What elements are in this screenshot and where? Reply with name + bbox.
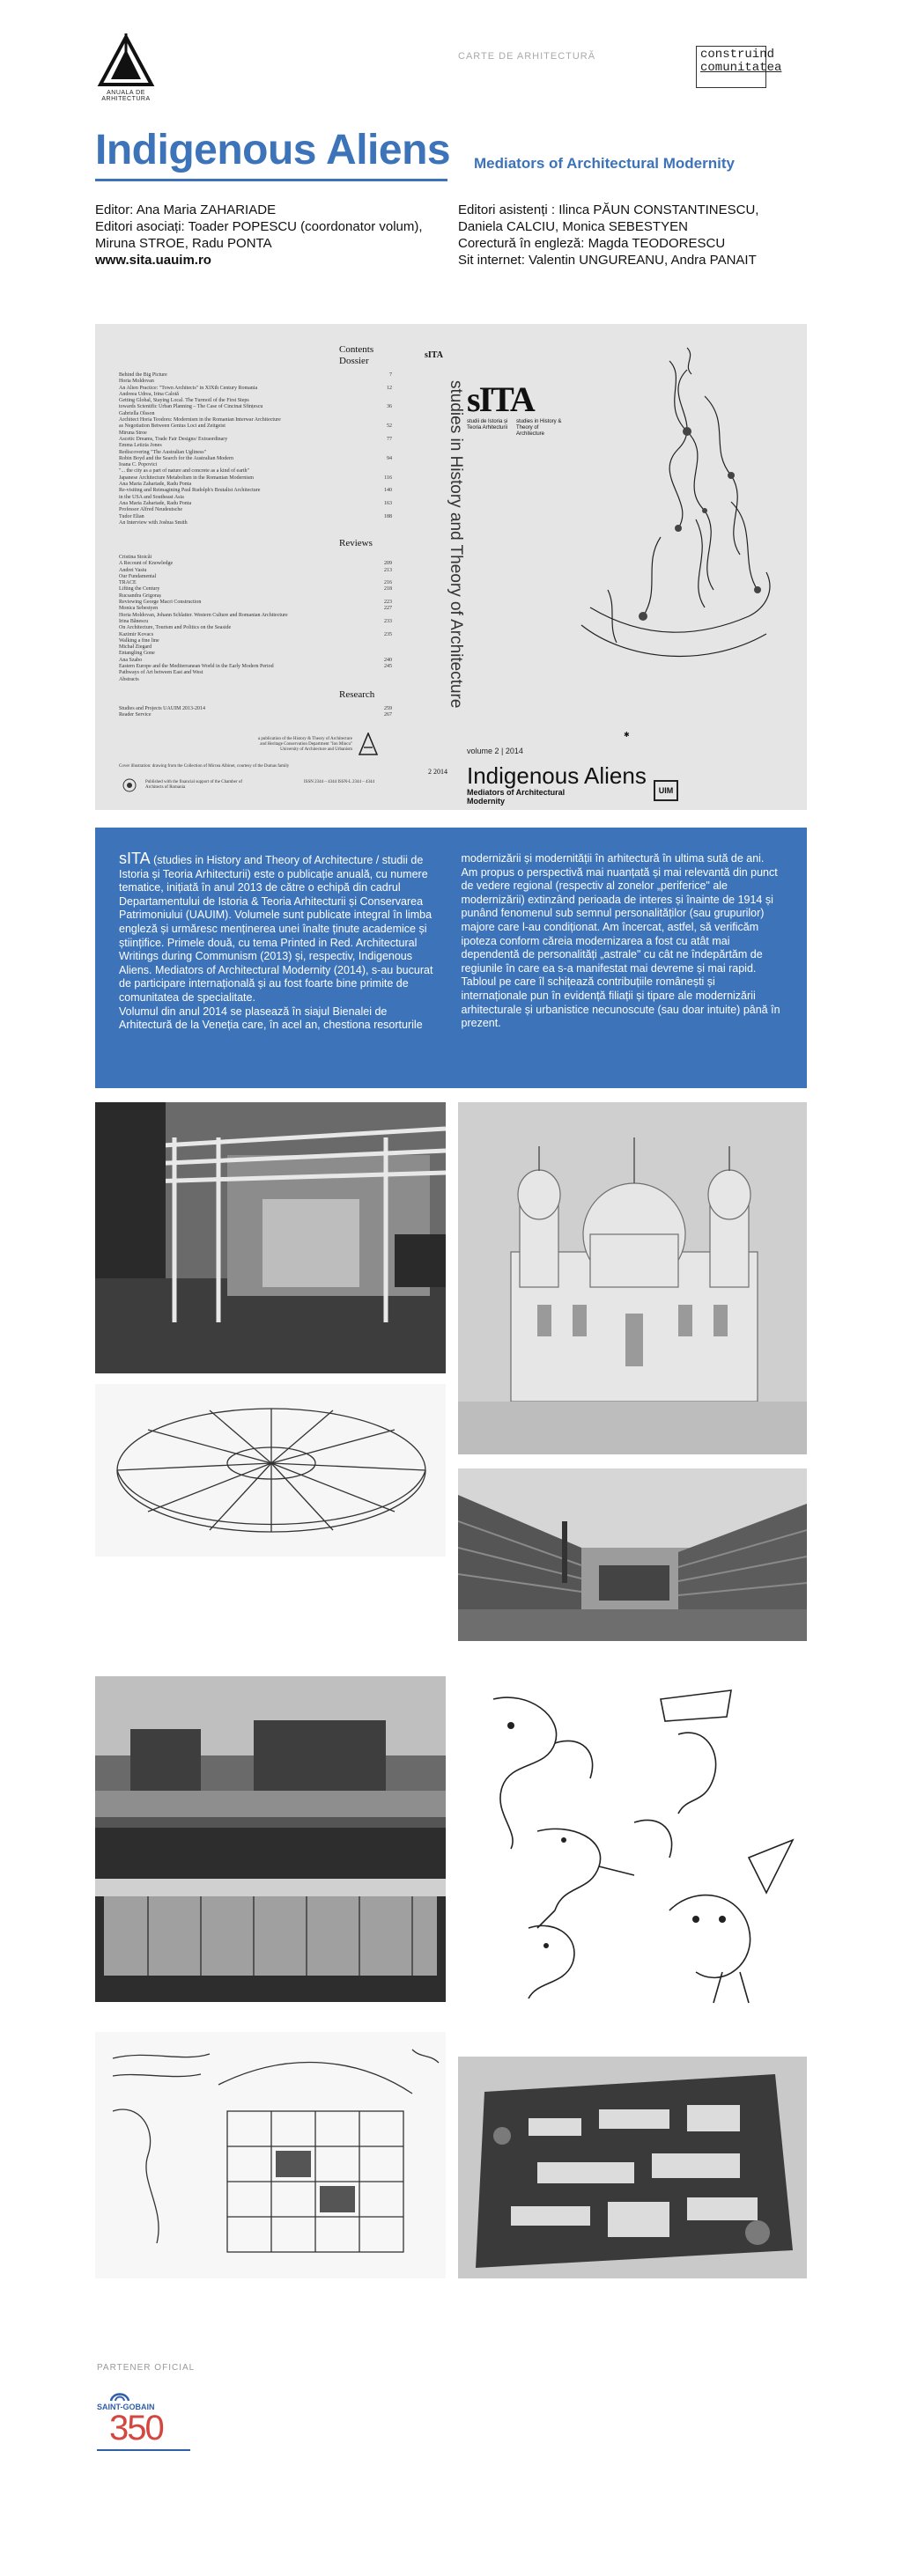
- title-underline: [95, 179, 447, 181]
- community-logo-line1: construind: [700, 48, 775, 62]
- toc-entry: [119, 507, 392, 513]
- toc-entry: [119, 450, 392, 456]
- toc-entry-title: Ioana C. Popovici: [119, 462, 158, 468]
- toc-entry: [119, 404, 392, 410]
- publisher-note: a publication of the History & Theory of Architecture and Heritage Conservation Department "Ion Mincu" University of Architecture and Urbanism: [257, 737, 352, 752]
- toc-entry: [119, 520, 392, 526]
- toc-entry-title: as Negotiation Between Genius Loci and Zeitgeist: [119, 423, 226, 430]
- research-list: [119, 706, 392, 719]
- university-badge: UIM: [654, 780, 678, 801]
- toc-entry: [119, 706, 392, 712]
- toc-entry: [119, 638, 392, 644]
- funding-note: Published with the financial support of the Chamber of Architects of Romania: [145, 780, 242, 790]
- toc-entry-page: 233: [384, 618, 392, 624]
- toc-entry: [119, 514, 392, 520]
- toc-entry-title: Andrei Vasiu: [119, 567, 147, 573]
- photo-industrial-buildings: [458, 1468, 807, 1641]
- toc-entry-title: Pathways of Art between East and West: [119, 670, 203, 676]
- website-link[interactable]: www.sita.uauim.ro: [95, 253, 211, 268]
- toc-entry-title: Andreea Udrea, Irina Calotă: [119, 391, 179, 397]
- front-cover: [467, 343, 802, 806]
- toc-entry-title: An Alien Practice: "Town Architects" in XIXth Century Romania: [119, 385, 258, 391]
- toc-entry: [119, 712, 392, 718]
- toc-entry-title: Re-visiting and Reimagining Paul Rudolph's Brutalist Architecture: [119, 488, 261, 494]
- toc-entry-page: 245: [384, 664, 392, 670]
- reviews-heading: Reviews: [339, 538, 373, 548]
- photo-urban-plan-model: [458, 2057, 807, 2278]
- book-spine: [423, 345, 465, 803]
- toc-entry-title: Abstracts: [119, 676, 139, 682]
- toc-entry: [119, 670, 392, 676]
- toc-entry-title: Reader Service: [119, 712, 152, 718]
- toc-entry-title: Irina Bănescu: [119, 618, 149, 624]
- spine-logo: sITA: [425, 350, 443, 360]
- photo-architectural-sketch: [95, 2032, 446, 2278]
- toc-entry-title: Getting Global, Staying Local. The Turmoil of the First Steps: [119, 398, 249, 404]
- toc-entry-title: Reviewing George Macri Construction: [119, 600, 202, 606]
- toc-entry-page: 209: [384, 561, 392, 567]
- toc-entry-page: 223: [384, 600, 392, 606]
- toc-entry: [119, 632, 392, 638]
- toc-entry: [119, 586, 392, 592]
- toc-entry-page: 163: [384, 500, 392, 506]
- sita-logo-caption-ro: studii de Istoria și Teoria Arhitecturii: [467, 419, 508, 431]
- toc-entry: [119, 411, 392, 417]
- architect-chamber-icon: [359, 732, 378, 755]
- toc-entry-title: Cristina Stoicăi: [119, 555, 152, 560]
- toc-entry-title: Japanese Architecture Metabolism in the Romanian Modernism: [119, 475, 254, 481]
- cover-illustration-note: Cover illustration: drawing from the Collection of Mircea Albinet, courtesy of the Dumas family: [119, 764, 290, 769]
- toc-entry-page: 218: [384, 586, 392, 592]
- toc-entry: [119, 625, 392, 631]
- back-cover-contents: [119, 343, 418, 801]
- description-text-2: modernizării și modernității în arhitectură în ultima sută de ani.: [461, 852, 765, 865]
- sita-logo-mark: sITA: [467, 379, 534, 419]
- toc-entry: [119, 613, 392, 619]
- toc-entry: [119, 443, 392, 449]
- toc-entry-page: 140: [384, 488, 392, 494]
- star-icon: ✱: [624, 731, 630, 739]
- toc-entry: [119, 495, 392, 501]
- sita-logo-caption-en: studies in History & Theory of Architecture: [516, 419, 562, 437]
- toc-entry-title: Lifting the Century: [119, 586, 160, 592]
- toc-entry: [119, 379, 392, 385]
- issue-line: volume 2 | 2014: [467, 747, 523, 755]
- toc-entry-title: towards Scientific Urban Planning – The Case of Cincinat Sfințescu: [119, 404, 263, 410]
- toc-entry: [119, 644, 392, 651]
- toc-entry-page: 188: [384, 513, 392, 519]
- description-text-2b: Am propus o perspectivă mai nuanțată și mai relevantă din punct de vedere regional (respectiv al zonelor „periferice" ale modernizării) extinzând perioada de interes și înainte de 1914 și punând fenomenul sub semnul personalităților (sau grupurilor) majore care l-au condiționat. Am încercat, astfel, să verificăm ipoteza conform căreia modernizarea a fost cu atât mai dependentă de personalități „astrale" cu cât ne îndepărtăm de regiunile în care ea s-a manifestat mai devreme și mai rapid. Tabloul pe care îl schițează contribuțiile românești și internaționale pun în evidență filiații și tipare ale modernizării arhitecturale și urbanistice necunoscute (sau doar intuite) până în prezent.: [461, 865, 780, 1030]
- description-text-1b: Volumul din anul 2014 se plasează în siajul Bienalei de Arhitectură de la Veneția care, în acel an, chestiona resorturile: [119, 1005, 423, 1032]
- toc-entry: [119, 468, 392, 475]
- toc-entry-page: 216: [384, 580, 392, 586]
- toc-entry: [119, 423, 392, 430]
- toc-list: [119, 372, 392, 526]
- toc-entry-title: Walking a fine line: [119, 637, 159, 644]
- description-column-2: [462, 852, 785, 1071]
- toc-entry-title: An Interview with Joshua Smith: [119, 519, 188, 526]
- toc-entry-title: Emma Letizia Jones: [119, 443, 162, 449]
- toc-entry-page: 7: [389, 372, 392, 378]
- reviews-list: [119, 555, 392, 683]
- toc-entry: [119, 677, 392, 683]
- triangle-logo-icon: [95, 33, 157, 88]
- assistant-editors-line: Editori asistenți : Ilinca PĂUN CONSTANTINESCU,: [458, 202, 759, 217]
- toc-entry-title: TRACE: [119, 580, 137, 586]
- description-lead: sITA: [119, 850, 151, 867]
- front-cover-title: Indigenous Aliens: [467, 762, 647, 789]
- editor-line: Editor: Ana Maria ZAHARIADE: [95, 202, 277, 217]
- toc-entry-page: 12: [387, 385, 392, 391]
- photo-church-elevation: [458, 1102, 807, 1454]
- issn-text: ISSN 2344 – 4344 ISSN-L 2344 – 4344: [304, 780, 374, 784]
- toc-entry: [119, 475, 392, 482]
- saint-gobain-arch-icon: [109, 2389, 130, 2402]
- toc-entry-title: Professor Alfred Neudeutsche: [119, 507, 182, 513]
- toc-entry-title: Ana Maria Zahariade, Radu Ponta: [119, 482, 192, 488]
- toc-entry: [119, 568, 392, 574]
- toc-entry-page: 240: [384, 657, 392, 663]
- photo-pergola-building: [95, 1102, 446, 1373]
- spine-issue: 2 2014: [428, 768, 447, 776]
- toc-entry: [119, 561, 392, 567]
- spine-title: studies in History and Theory of Architecture: [447, 380, 465, 709]
- description-text-1: (studies in History and Theory of Architecture / studii de Istoria și Teoria Arhitecturii) este o publicație anuală, cu numere tematice, inițiată în anul 2013 de către o echipă din cadrul Departamentului de Istoria & Teoria Arhitecturii și Conservarea Patrimoniului (UAUIM). Volumele sunt publicate integral în limba engleză și urmăresc menținerea unei înalte ținute academice și științifice. Primele două, cu tema Printed in Red. Architectural Writings during Communism (2013) și, respectiv, Indigenous Aliens. Mediators of Architectural Modernity (2014), s-au bucurat de participare internațională și au fost foarte bine primite de comunitatea de specialitate.: [119, 854, 433, 1004]
- toc-entry-title: "... the city as a part of nature and concrete as a kind of earth": [119, 468, 250, 475]
- associate-editors-line: Editori asociați: Toader POPESCU (coordonator volum),: [95, 219, 423, 234]
- section-label: CARTE DE ARHITECTURĂ: [458, 51, 596, 62]
- toc-entry-page: 94: [387, 455, 392, 461]
- toc-entry: [119, 417, 392, 423]
- toc-entry-title: Rucsandra Grigoraș: [119, 592, 161, 599]
- assistant-editors-line-2: Daniela CALCIU, Monica SEBESTYEN: [458, 219, 688, 234]
- toc-entry: [119, 658, 392, 664]
- partner-label: PARTENER OFICIAL: [97, 2363, 196, 2373]
- toc-entry: [119, 651, 392, 657]
- website-credits-line: Sit internet: Valentin UNGUREANU, Andra PANAIT: [458, 253, 757, 268]
- toc-entry-title: Ana Maria Zahariade, Radu Ponta: [119, 500, 192, 506]
- toc-entry: [119, 437, 392, 443]
- toc-entry-title: Horia Moldovan, Johann Schlatter. Western Culture and Romanian Architecture: [119, 612, 288, 618]
- toc-entry-title: A Recount of Knowledge: [119, 561, 174, 567]
- toc-entry-title: Our Fundamental: [119, 573, 157, 579]
- toc-entry-title: Architect Horia Teodoru: Modernism in the Romanian Interwar Architecture: [119, 417, 281, 423]
- credits-right: [458, 202, 828, 269]
- proofreading-line: Corectură în engleză: Magda TEODORESCU: [458, 236, 726, 251]
- toc-entry-title: Studies and Projects UAUIM 2013-2014: [119, 706, 205, 711]
- toc-entry-page: 267: [384, 712, 392, 718]
- toc-entry-title: Michał Ziegard: [119, 644, 152, 651]
- toc-entry: [119, 606, 392, 612]
- toc-entry-title: Miruna Stroe: [119, 430, 147, 436]
- toc-entry: [119, 600, 392, 606]
- toc-entry-page: 77: [387, 436, 392, 442]
- toc-entry: [119, 372, 392, 379]
- toc-entry-title: Behind the Big Picture: [119, 372, 167, 378]
- toc-entry: [119, 482, 392, 488]
- toc-entry: [119, 574, 392, 580]
- toc-entry-title: Eastern Europe and the Mediterranean World in the Early Modern Period: [119, 664, 274, 670]
- saint-gobain-logo: [97, 2389, 194, 2451]
- toc-entry: [119, 386, 392, 392]
- photo-caricature-sketches: [458, 1664, 807, 2007]
- toc-entry-page: 52: [387, 423, 392, 430]
- toc-entry-title: Horia Moldovan: [119, 379, 154, 385]
- research-heading: Research: [339, 689, 375, 700]
- partner-brand: SAINT-GOBAIN: [97, 2403, 155, 2411]
- toc-entry-page: 259: [384, 706, 392, 711]
- toc-entry-page: 227: [384, 606, 392, 612]
- partner-underline: [97, 2449, 190, 2451]
- toc-entry: [119, 488, 392, 494]
- annual-logo-caption: ANUALA DE ARHITECTURA: [101, 90, 151, 102]
- toc-entry-title: Gabriella Olsson: [119, 410, 155, 416]
- toc-entry-title: Robin Boyd and the Search for the Australian Modern: [119, 455, 233, 461]
- community-logo-line2: comunitatea: [700, 61, 782, 75]
- toc-entry: [119, 593, 392, 600]
- cover-illustration: [555, 343, 802, 740]
- description-box: [95, 828, 807, 1088]
- toc-entry-title: Tudor Elian: [119, 513, 144, 519]
- toc-entry: [119, 431, 392, 437]
- toc-entry-title: Ana Szabo: [119, 657, 143, 663]
- toc-entry: [119, 619, 392, 625]
- toc-entry: [119, 580, 392, 586]
- front-cover-subtitle: Mediators of Architectural Modernity: [467, 788, 566, 806]
- photo-campus-buildings: [95, 1676, 446, 2002]
- toc-entry-page: 235: [384, 631, 392, 637]
- associate-editors-line-2: Miruna STROE, Radu PONTA: [95, 236, 272, 251]
- credits-left: [95, 202, 447, 269]
- partner-anniversary-number: 350: [109, 2409, 163, 2447]
- dossier-heading: Dossier: [339, 356, 369, 366]
- toc-entry-title: On Architecture, Tourism and Politics on the Seaside: [119, 625, 232, 631]
- community-logo: [696, 46, 782, 88]
- page-subtitle: Mediators of Architectural Modernity: [474, 155, 735, 172]
- toc-entry-page: 116: [384, 475, 392, 481]
- description-column-1: [119, 852, 442, 1071]
- toc-entry-title: Ascetic Dreams, Trade Fair Designs/ Extraordinary: [119, 436, 228, 442]
- toc-entry-page: 36: [387, 404, 392, 410]
- toc-entry-title: in the USA and Southeast Asia: [119, 494, 184, 500]
- toc-entry-title: Monica Sebestyen: [119, 606, 159, 612]
- contents-heading: Contents: [339, 344, 374, 355]
- toc-entry-title: Entangling Gone: [119, 651, 155, 657]
- toc-entry-title: Rediscovering "The Australian Ugliness": [119, 449, 207, 455]
- toc-entry: [119, 456, 392, 462]
- funder-seal-icon: [122, 778, 137, 792]
- photo-dome-drawing: [95, 1384, 446, 1557]
- toc-entry-page: 213: [384, 567, 392, 573]
- annual-logo: [88, 33, 164, 104]
- toc-entry-title: Kazimir Kovacs: [119, 631, 154, 637]
- page-title: Indigenous Aliens: [95, 127, 451, 173]
